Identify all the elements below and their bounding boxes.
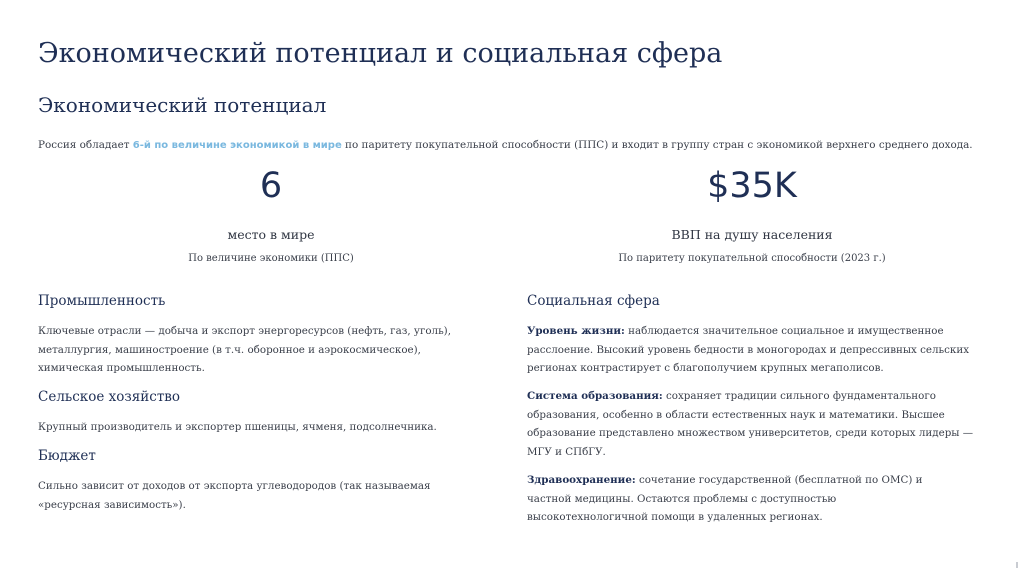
education-label: Система образования:: [527, 390, 663, 402]
social-heading: Социальная сфера: [527, 293, 660, 309]
industry-text: Ключевые отрасли — добыча и экспорт энергоресурсов (нефть, газ, уголь), металлургия, машиностроение (в т.ч. оборонное и аэрокосмическое), химическая промышленность.: [38, 325, 451, 374]
intro-text-after: по паритету покупательной способности (ППС) и входит в группу стран с экономикой верхнего среднего дохода.: [341, 139, 973, 151]
living-standard-paragraph: [527, 322, 987, 378]
section-subtitle: Экономический потенциал: [38, 93, 327, 117]
living-standard-label: Уровень жизни:: [527, 325, 625, 337]
intro-highlight: 6-й по величине экономикой в мире: [132, 140, 342, 151]
stat-rank-sub: По величине экономики (ППС): [188, 253, 354, 264]
stat-gdp-sub: По паритету покупательной способности (2023 г.): [618, 253, 886, 264]
page-title: Экономический потенциал и социальная сфера: [38, 38, 723, 69]
healthcare-paragraph: [527, 471, 957, 527]
intro-text-before: Россия обладает: [38, 139, 133, 151]
stat-gdp-value: $35K: [707, 166, 797, 206]
industry-heading: Промышленность: [38, 293, 166, 309]
education-paragraph: [527, 387, 987, 461]
budget-heading: Бюджет: [38, 448, 96, 464]
stat-gdp-label: ВВП на душу населения: [671, 227, 833, 242]
living-standard-text: наблюдается значительное социальное и имущественное расслоение. Высокий уровень бедности в моногородах и депрессивных сельских регионах контрастирует с благополучием крупных мегаполисов.: [527, 325, 970, 374]
page-marker: [1016, 562, 1018, 568]
healthcare-text: сочетание государственной (бесплатной по ОМС) и частной медицины. Остаются проблемы с доступностью высокотехнологичной помощи в удаленных регионах.: [527, 474, 923, 523]
education-text: сохраняет традиции сильного фундаментального образования, особенно в области естественных наук и математики. Высшее образование представлено множеством университетов, среди которых лидеры — МГУ и СПбГУ.: [527, 390, 974, 458]
healthcare-label: Здравоохранение:: [527, 474, 636, 486]
intro-paragraph: [38, 139, 998, 151]
agriculture-heading: Сельское хозяйство: [38, 389, 181, 405]
agriculture-text: Крупный производитель и экспортер пшеницы, ячменя, подсолнечника.: [38, 421, 437, 433]
stat-rank-value: 6: [259, 166, 283, 206]
budget-text: Сильно зависит от доходов от экспорта углеводородов (так называемая «ресурсная зависимость»).: [38, 480, 431, 511]
stat-rank-label: место в мире: [227, 227, 315, 242]
